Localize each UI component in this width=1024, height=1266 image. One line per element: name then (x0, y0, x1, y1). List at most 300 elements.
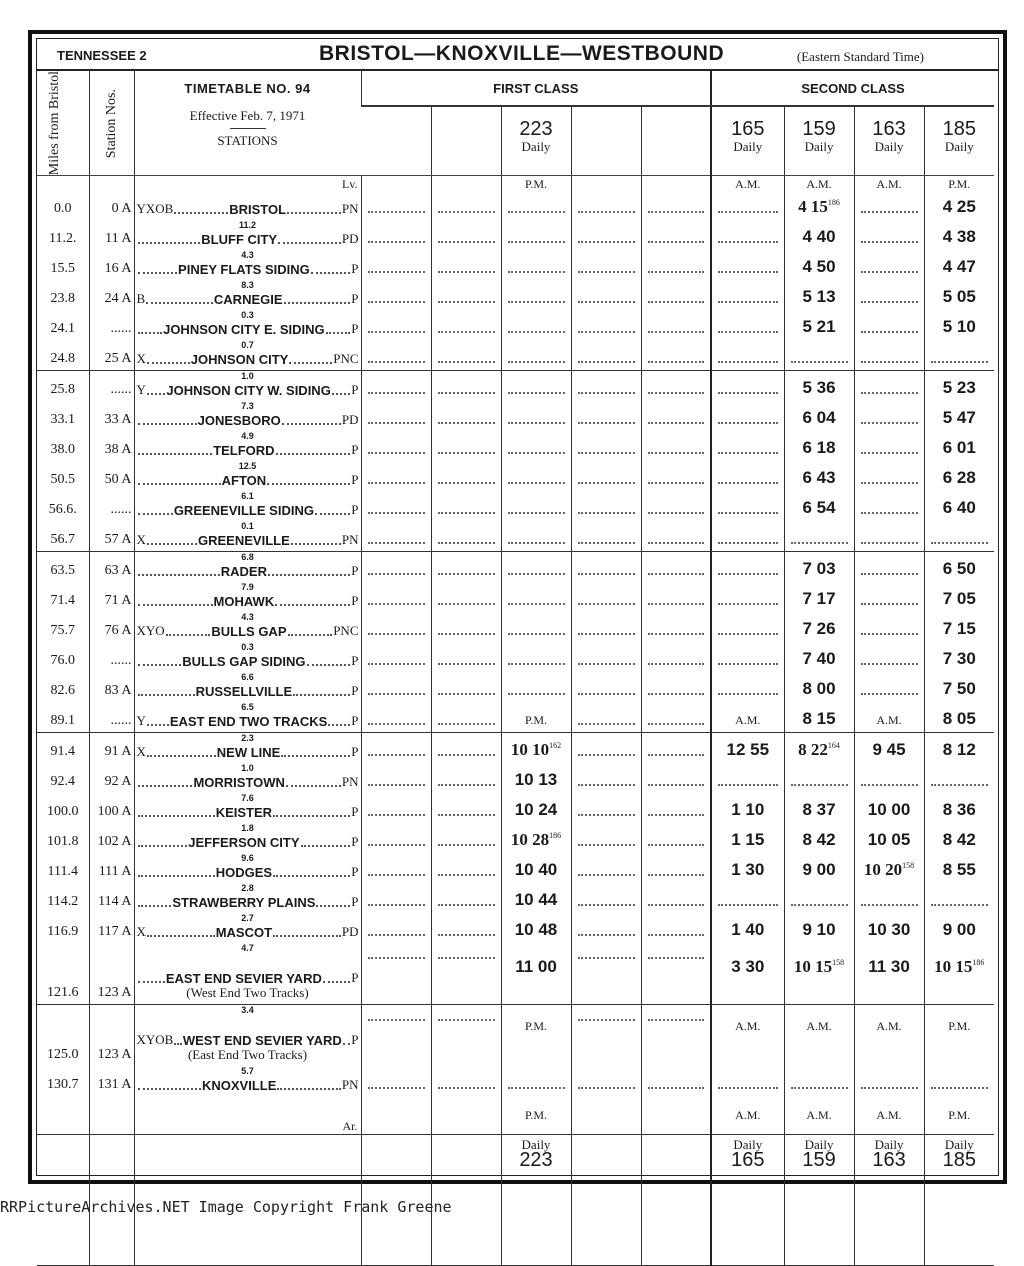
time-cell (431, 250, 501, 280)
train-header (854, 106, 924, 176)
station-number-cell: 33 A (89, 401, 134, 431)
table-row (37, 642, 994, 672)
arrive-label-row (37, 1096, 994, 1135)
dotted-leader (438, 211, 495, 213)
time: 6 04 (802, 408, 836, 428)
ampm-marker (641, 1096, 711, 1135)
ampm-marker (501, 176, 571, 191)
time-cell (361, 883, 431, 913)
time: 5 21 (802, 317, 836, 337)
station-line (137, 382, 359, 398)
dotted-leader (438, 874, 495, 876)
station-name: PINEY FLATS SIDING (178, 262, 310, 278)
time: 6 43 (802, 468, 836, 488)
time-value (511, 740, 561, 759)
station-line (137, 683, 359, 699)
station-name: JEFFERSON CITY (188, 835, 300, 851)
station-number-cell: ...... (89, 310, 134, 340)
dotted-leader (438, 241, 495, 243)
dotted-leader (578, 904, 635, 906)
time-cell (361, 853, 431, 883)
dotted-leader (718, 663, 778, 665)
dotted-leader (438, 633, 495, 635)
table-row (37, 340, 994, 371)
leader-dots (284, 302, 351, 304)
leader-dots (138, 875, 215, 877)
blank (89, 176, 134, 191)
time-cell (784, 642, 854, 672)
dotted-leader (368, 904, 425, 906)
dotted-leader (791, 542, 848, 544)
miles-cell: 11.2. (49, 231, 77, 247)
time: 1 15 (731, 830, 765, 850)
dotted-leader (578, 844, 635, 846)
time-cell (784, 431, 854, 461)
table-row (37, 943, 994, 1005)
table-row (37, 220, 994, 250)
train-frequency: Daily (944, 139, 974, 155)
time-cell (924, 672, 994, 702)
time-cell (854, 250, 924, 280)
dotted-leader (438, 542, 495, 544)
station-line (137, 563, 359, 579)
leader-dots (315, 513, 350, 515)
station-facilities: PD (341, 924, 359, 940)
table-row (37, 310, 994, 340)
time-cell (784, 672, 854, 702)
time-cell (501, 190, 571, 220)
leader-dots (343, 1043, 351, 1045)
station-name: GREENEVILLE (198, 533, 290, 549)
time-cell (571, 250, 641, 280)
station-facilities: P (351, 442, 359, 458)
miles-cell: 89.1 (37, 702, 89, 733)
ampm-marker (641, 176, 711, 191)
time-cell (711, 461, 784, 491)
station-facilities: PN (341, 201, 359, 217)
table-row (37, 1066, 994, 1096)
ampm-label: P.M. (524, 1019, 547, 1034)
time-value (864, 860, 914, 879)
time-cell (571, 943, 641, 1005)
time-cell (641, 340, 711, 371)
distance-label: 0.1 (241, 521, 254, 532)
dotted-leader (368, 392, 425, 394)
time-cell (711, 702, 784, 733)
dotted-leader (368, 663, 425, 665)
table-row (37, 612, 994, 642)
dotted-leader (578, 603, 635, 605)
station-facilities: P (351, 472, 359, 488)
time-cell (854, 582, 924, 612)
distance-label: 7.6 (241, 793, 254, 804)
time-cell (641, 1066, 711, 1096)
timetable-number: TIMETABLE NO. 94 (184, 81, 311, 96)
time-cell (361, 190, 431, 220)
ampm-label: P.M. (948, 177, 971, 192)
time-cell (641, 642, 711, 672)
leader-dots (282, 423, 341, 425)
time-cell (501, 702, 571, 733)
time-cell (784, 250, 854, 280)
leader-dots (288, 634, 333, 636)
station-number-cell: 25 A (89, 340, 134, 371)
dotted-leader (648, 452, 705, 454)
miles-cell: 0.0 (54, 201, 72, 217)
time-cell (924, 883, 994, 913)
station-number-cell: 117 A (89, 913, 134, 943)
dotted-leader (648, 693, 705, 695)
leader-dots (287, 212, 341, 214)
dotted-leader (718, 211, 778, 213)
dotted-leader (508, 633, 565, 635)
station-code: XYO (136, 623, 165, 639)
dotted-leader (368, 603, 425, 605)
train-footer (924, 1135, 994, 1186)
dotted-leader (861, 904, 918, 906)
dotted-leader (861, 301, 918, 303)
train-header (641, 106, 711, 176)
dotted-leader (648, 482, 705, 484)
leader-dots (328, 724, 350, 726)
ampm-label: A.M. (735, 1019, 761, 1034)
station-name: MASCOT (215, 925, 273, 941)
dotted-leader (648, 874, 705, 876)
dotted-leader (861, 663, 918, 665)
dotted-leader (861, 573, 918, 575)
leader-dots (147, 362, 190, 364)
time-cell (361, 401, 431, 431)
time-cell (361, 220, 431, 250)
time-cell (711, 733, 784, 764)
time: 9 00 (802, 860, 836, 880)
leader-dots (138, 272, 178, 274)
station-line (137, 924, 359, 940)
time-cell (711, 552, 784, 583)
station-number-cell: ...... (89, 702, 134, 733)
dotted-leader (508, 301, 565, 303)
train-frequency: Daily (733, 139, 763, 155)
table-row (37, 913, 994, 943)
leader-dots (307, 664, 351, 666)
station-line (137, 321, 359, 337)
table-row (37, 552, 994, 583)
time-cell (924, 461, 994, 491)
time-cell (361, 672, 431, 702)
time-cell (431, 461, 501, 491)
distance-label: 1.0 (241, 763, 254, 774)
leave-label-row (37, 176, 994, 191)
station-line (137, 593, 359, 609)
miles-cell: 92.4 (50, 774, 75, 790)
train-number: 223 (519, 1149, 553, 1172)
time-cell (641, 220, 711, 250)
time-cell (431, 642, 501, 672)
time: 1 40 (731, 920, 765, 940)
ampm-label: A.M. (876, 1107, 902, 1122)
dotted-leader (718, 693, 778, 695)
time-cell (431, 913, 501, 943)
miles-cell: 24.8 (37, 340, 89, 371)
time-cell (571, 672, 641, 702)
dotted-leader (861, 211, 918, 213)
time-cell (711, 280, 784, 310)
table-row (37, 883, 994, 913)
leader-dots (138, 664, 182, 666)
dotted-leader (438, 1019, 495, 1021)
time: 10 00 (867, 800, 911, 820)
station-name: RUSSELLVILLE (195, 684, 293, 700)
station-code: X (136, 744, 146, 760)
dotted-leader (648, 361, 705, 363)
leader-dots (289, 362, 332, 364)
ampm-marker (571, 1096, 641, 1135)
train-header (571, 106, 641, 176)
train-footer (571, 1135, 641, 1186)
time-cell (501, 461, 571, 491)
table-row (37, 672, 994, 702)
station-name: MORRISTOWN (193, 775, 285, 791)
time-cell (361, 431, 431, 461)
time-cell (501, 371, 571, 402)
leader-dots (278, 242, 341, 244)
station-cell (134, 823, 361, 853)
time-cell (501, 431, 571, 461)
table-row (37, 582, 994, 612)
time-cell (641, 883, 711, 913)
leader-dots (267, 483, 350, 485)
dotted-leader (718, 784, 778, 786)
station-number-cell: 123 A (89, 1005, 134, 1067)
station-number-cell: 24 A (89, 280, 134, 310)
distance-label: 7.9 (241, 582, 254, 593)
dotted-leader (648, 844, 705, 846)
distance-label: 7.3 (241, 401, 254, 412)
time-cell (361, 1066, 431, 1096)
ampm-label: A.M. (876, 713, 902, 728)
time-cell (784, 521, 854, 552)
dotted-leader (861, 331, 918, 333)
time-cell (924, 190, 994, 220)
miles-cell: 33.1 (50, 412, 75, 428)
time-cell (924, 642, 994, 672)
leader-dots (147, 755, 216, 757)
dotted-leader (791, 1087, 848, 1089)
station-number-cell: ...... (89, 371, 134, 402)
time-cell (431, 582, 501, 612)
time-cell (641, 733, 711, 764)
time-cell (784, 340, 854, 371)
station-cell (134, 371, 361, 402)
dotted-leader (368, 422, 425, 424)
time-cell (924, 431, 994, 461)
dotted-leader (368, 1019, 425, 1021)
time-cell (924, 401, 994, 431)
time-cell (924, 913, 994, 943)
distance-label: 5.7 (241, 1066, 254, 1077)
table-row (37, 190, 994, 220)
dotted-leader (648, 392, 705, 394)
time-cell (711, 913, 784, 943)
train-number: 163 (872, 1149, 906, 1172)
time-cell (924, 582, 994, 612)
time-cell (784, 793, 854, 823)
leader-dots (147, 935, 215, 937)
distance-label: 4.3 (241, 612, 254, 623)
dotted-leader (718, 482, 778, 484)
distance-label: 3.4 (241, 1005, 254, 1016)
station-line (137, 472, 359, 488)
time-cell (924, 552, 994, 583)
time-cell (361, 371, 431, 402)
time-cell (854, 883, 924, 913)
ampm-marker (854, 1096, 924, 1135)
blank (641, 1185, 711, 1266)
time-cell (711, 220, 784, 250)
dotted-leader (791, 361, 848, 363)
time-cell (431, 310, 501, 340)
time-cell (431, 220, 501, 250)
time-value (511, 830, 561, 849)
distance-label: 4.7 (241, 943, 254, 954)
time: 10 10 (510, 740, 550, 760)
train-frequency: Daily (874, 139, 904, 155)
footnote-ref: 158 (832, 958, 845, 968)
station-name: BULLS GAP SIDING (182, 654, 306, 670)
dotted-leader (508, 1087, 565, 1089)
time: 4 50 (802, 257, 836, 277)
time-cell (571, 491, 641, 521)
table-row (37, 401, 994, 431)
leader-dots (275, 604, 350, 606)
footnote-ref: 186 (549, 831, 562, 841)
time-cell (854, 612, 924, 642)
time-cell (571, 521, 641, 552)
distance-label: 0.3 (241, 642, 254, 653)
dotted-leader (648, 754, 705, 756)
time-cell (924, 763, 994, 793)
dotted-leader (578, 874, 635, 876)
time-cell (784, 883, 854, 913)
time-cell (501, 943, 571, 1005)
time-cell (431, 763, 501, 793)
miles-cell: 56.6. (48, 502, 77, 518)
time-cell (501, 793, 571, 823)
table-row (37, 461, 994, 491)
station-facilities: P (351, 804, 359, 820)
time-cell (854, 461, 924, 491)
station-cell (134, 943, 361, 1005)
time-cell (924, 793, 994, 823)
station-line (137, 412, 359, 428)
station-name: JONESBORO (197, 413, 281, 429)
time: 8 12 (942, 740, 976, 760)
dotted-leader (861, 784, 918, 786)
time-cell (854, 913, 924, 943)
dotted-leader (578, 957, 635, 959)
station-facilities: P (351, 894, 359, 910)
time-cell (854, 491, 924, 521)
time: 5 05 (942, 287, 976, 307)
time: 7 15 (942, 619, 976, 639)
time-cell (711, 612, 784, 642)
station-line (137, 502, 359, 518)
station-number-cell: 38 A (89, 431, 134, 461)
train-header (924, 106, 994, 176)
leader-dots (138, 1088, 201, 1090)
dotted-leader (718, 452, 778, 454)
leader-dots (301, 845, 351, 847)
time-cell (924, 220, 994, 250)
leader-dots (281, 755, 350, 757)
station-number-cell: ...... (89, 491, 134, 521)
time-cell (501, 1005, 571, 1067)
train-number: 185 (942, 118, 976, 141)
time: 9 45 (872, 740, 906, 760)
station-line (137, 532, 359, 548)
dotted-leader (578, 542, 635, 544)
leader-dots (138, 332, 163, 334)
dotted-leader (861, 633, 918, 635)
station-line (137, 834, 359, 850)
ampm-label: P.M. (524, 1107, 547, 1122)
dotted-leader (861, 361, 918, 363)
miles-cell: 91.4 (50, 744, 75, 760)
time-cell (361, 793, 431, 823)
station-number-cell: 0 A (89, 190, 134, 220)
time: 4 47 (942, 257, 976, 277)
train-number: 159 (802, 1149, 836, 1172)
time-cell (361, 250, 431, 280)
time: 7 40 (802, 649, 836, 669)
ampm-marker (711, 1096, 784, 1135)
dotted-leader (368, 1087, 425, 1089)
time-cell (501, 763, 571, 793)
distance-label: 12.5 (238, 461, 257, 472)
dotted-leader (578, 723, 635, 725)
station-cell (134, 1066, 361, 1096)
dotted-leader (718, 271, 778, 273)
dotted-leader (578, 663, 635, 665)
time-cell (854, 702, 924, 733)
ampm-marker (784, 176, 854, 191)
dotted-leader (648, 957, 705, 959)
dotted-leader (508, 331, 565, 333)
dotted-leader (438, 934, 495, 936)
station-name: KNOXVILLE (201, 1078, 277, 1094)
ampm-marker (501, 1096, 571, 1135)
time: 8 42 (802, 830, 836, 850)
station-number-cell: 71 A (89, 582, 134, 612)
dotted-leader (508, 542, 565, 544)
time-cell (501, 642, 571, 672)
miles-cell: 56.7 (37, 521, 89, 552)
time: 8 22 (798, 740, 828, 760)
station-name: TELFORD (213, 443, 275, 459)
time: 7 03 (802, 559, 836, 579)
station-name: BLUFF CITY (201, 232, 278, 248)
time: 6 54 (802, 498, 836, 518)
blank (711, 1185, 784, 1266)
dotted-leader (718, 904, 778, 906)
train-frequency: Daily (521, 1137, 551, 1153)
station-name: HODGES (215, 865, 273, 881)
blank (89, 1135, 134, 1186)
station-cell (134, 763, 361, 793)
station-line (137, 744, 359, 760)
train-frequency: Daily (804, 1137, 834, 1153)
time-cell (431, 612, 501, 642)
